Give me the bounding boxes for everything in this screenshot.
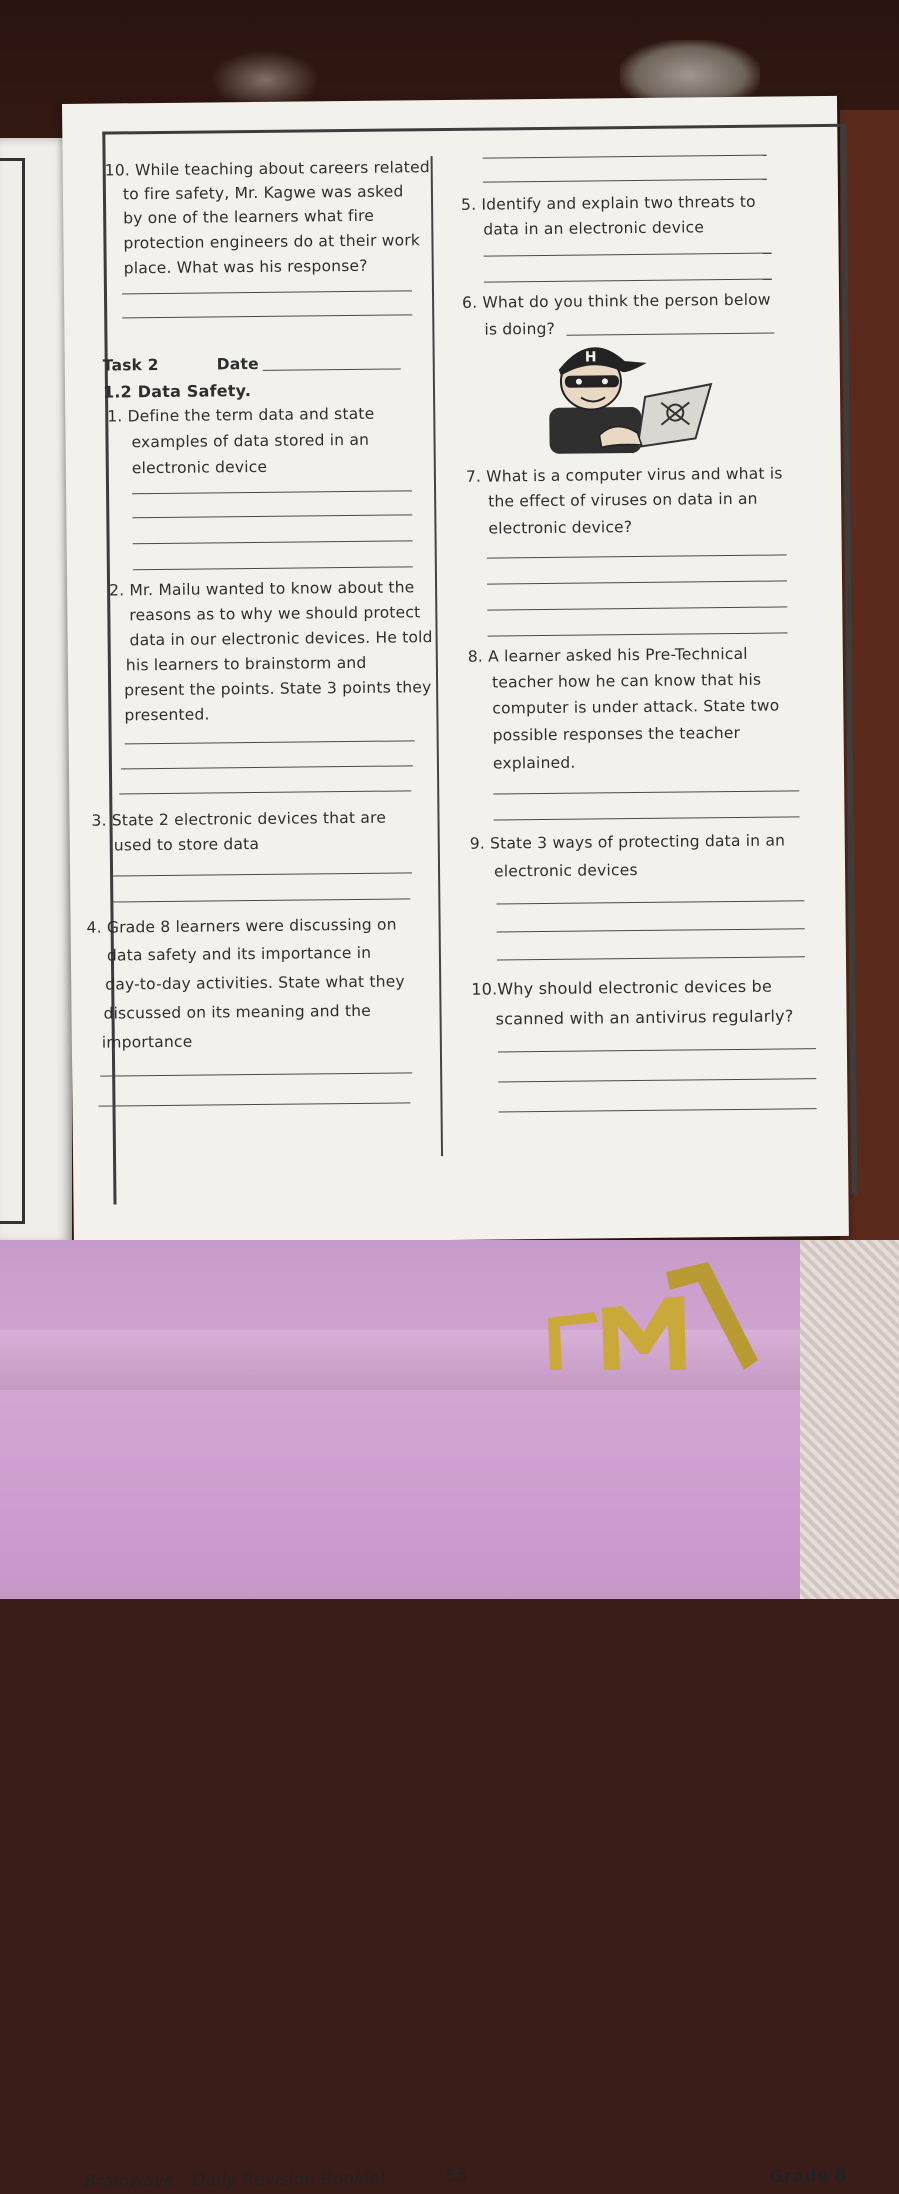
foreground-area (0, 1240, 899, 1599)
q9-line-2: electronic devices (493, 861, 638, 881)
q4-line-4: discussed on its meaning and the (103, 1001, 372, 1023)
q7-line-3: electronic device? (488, 518, 633, 538)
q2-line-3: data in our electronic devices. He told (129, 628, 433, 650)
q8-line-5: explained. (492, 753, 576, 773)
q7-line-2: the effect of viruses on data in an (488, 489, 758, 511)
grade-label: Grade 8 (769, 2165, 847, 2187)
hacker-mask (565, 375, 619, 388)
garment-logo (548, 1260, 768, 1370)
page-number: 55 (445, 2165, 468, 2187)
q4-line-1: 4. Grade 8 learners were discussing on (86, 915, 397, 937)
q10r-line-2: scanned with an antivirus regularly? (495, 1006, 794, 1029)
q4-line-3: day-to-day activities. State what they (105, 972, 405, 994)
q7-line-1: 7. What is a computer virus and what is (465, 464, 783, 486)
q5-line-2: data in an electronic device (483, 218, 705, 239)
q8-line-4: possible responses the teacher (492, 723, 741, 745)
q10-line-5: place. What was his response? (123, 256, 368, 278)
previous-page-edge (0, 138, 72, 1243)
q2-line-4: his learners to brainstorm and (125, 653, 367, 675)
q8-line-2: teacher how he can know that his (491, 670, 762, 692)
booklet-title: Brainwave - Daily Revision Booklet (83, 2168, 387, 2192)
q5-line-1: 5. Identify and explain two threats to (460, 192, 756, 214)
q3-line-1: 3. State 2 electronic devices that are (91, 808, 387, 830)
q10r-line-1: 10.Why should electronic devices be (471, 976, 773, 999)
q8-line-3: computer is under attack. State two (492, 696, 780, 718)
q4-line-2: data safety and its importance in (106, 943, 372, 965)
date-label: Date (216, 354, 259, 374)
carpet-texture (800, 1240, 899, 1599)
cap-letter: H (584, 349, 597, 366)
q1-line-1: 1. Define the term data and state (107, 404, 375, 426)
q3-line-2: used to store data (113, 834, 260, 855)
q2-line-2: reasons as to why we should protect (129, 603, 421, 625)
q9-line-1: 9. State 3 ways of protecting data in an (469, 831, 786, 853)
q6-line-2: is doing? (484, 319, 556, 339)
q1-line-3: electronic device (131, 457, 268, 478)
worksheet-page (62, 96, 849, 2192)
hacker-illustration (544, 334, 715, 456)
q1-line-2: examples of data stored in an (131, 430, 370, 452)
task-label: Task 2 (102, 356, 159, 375)
q2-line-6: presented. (124, 705, 210, 725)
q2-line-5: present the points. State 3 points they (124, 678, 432, 700)
q2-line-1: 2. Mr. Mailu wanted to know about the (109, 578, 415, 600)
q8-line-1: 8. A learner asked his Pre-Technical (467, 644, 748, 666)
q4-line-5: importance (101, 1032, 193, 1052)
q6-line-1: 6. What do you think the person below (462, 290, 771, 312)
section-title: 1.2 Data Safety. (102, 381, 252, 402)
q10-line-4: protection engineers do at their work (123, 231, 421, 253)
q10-line-3: by one of the learners what fire (123, 206, 375, 228)
q10-line-2: to fire safety, Mr. Kagwe was asked (122, 182, 404, 204)
q10-line-1: 10. While teaching about careers related (104, 158, 430, 180)
